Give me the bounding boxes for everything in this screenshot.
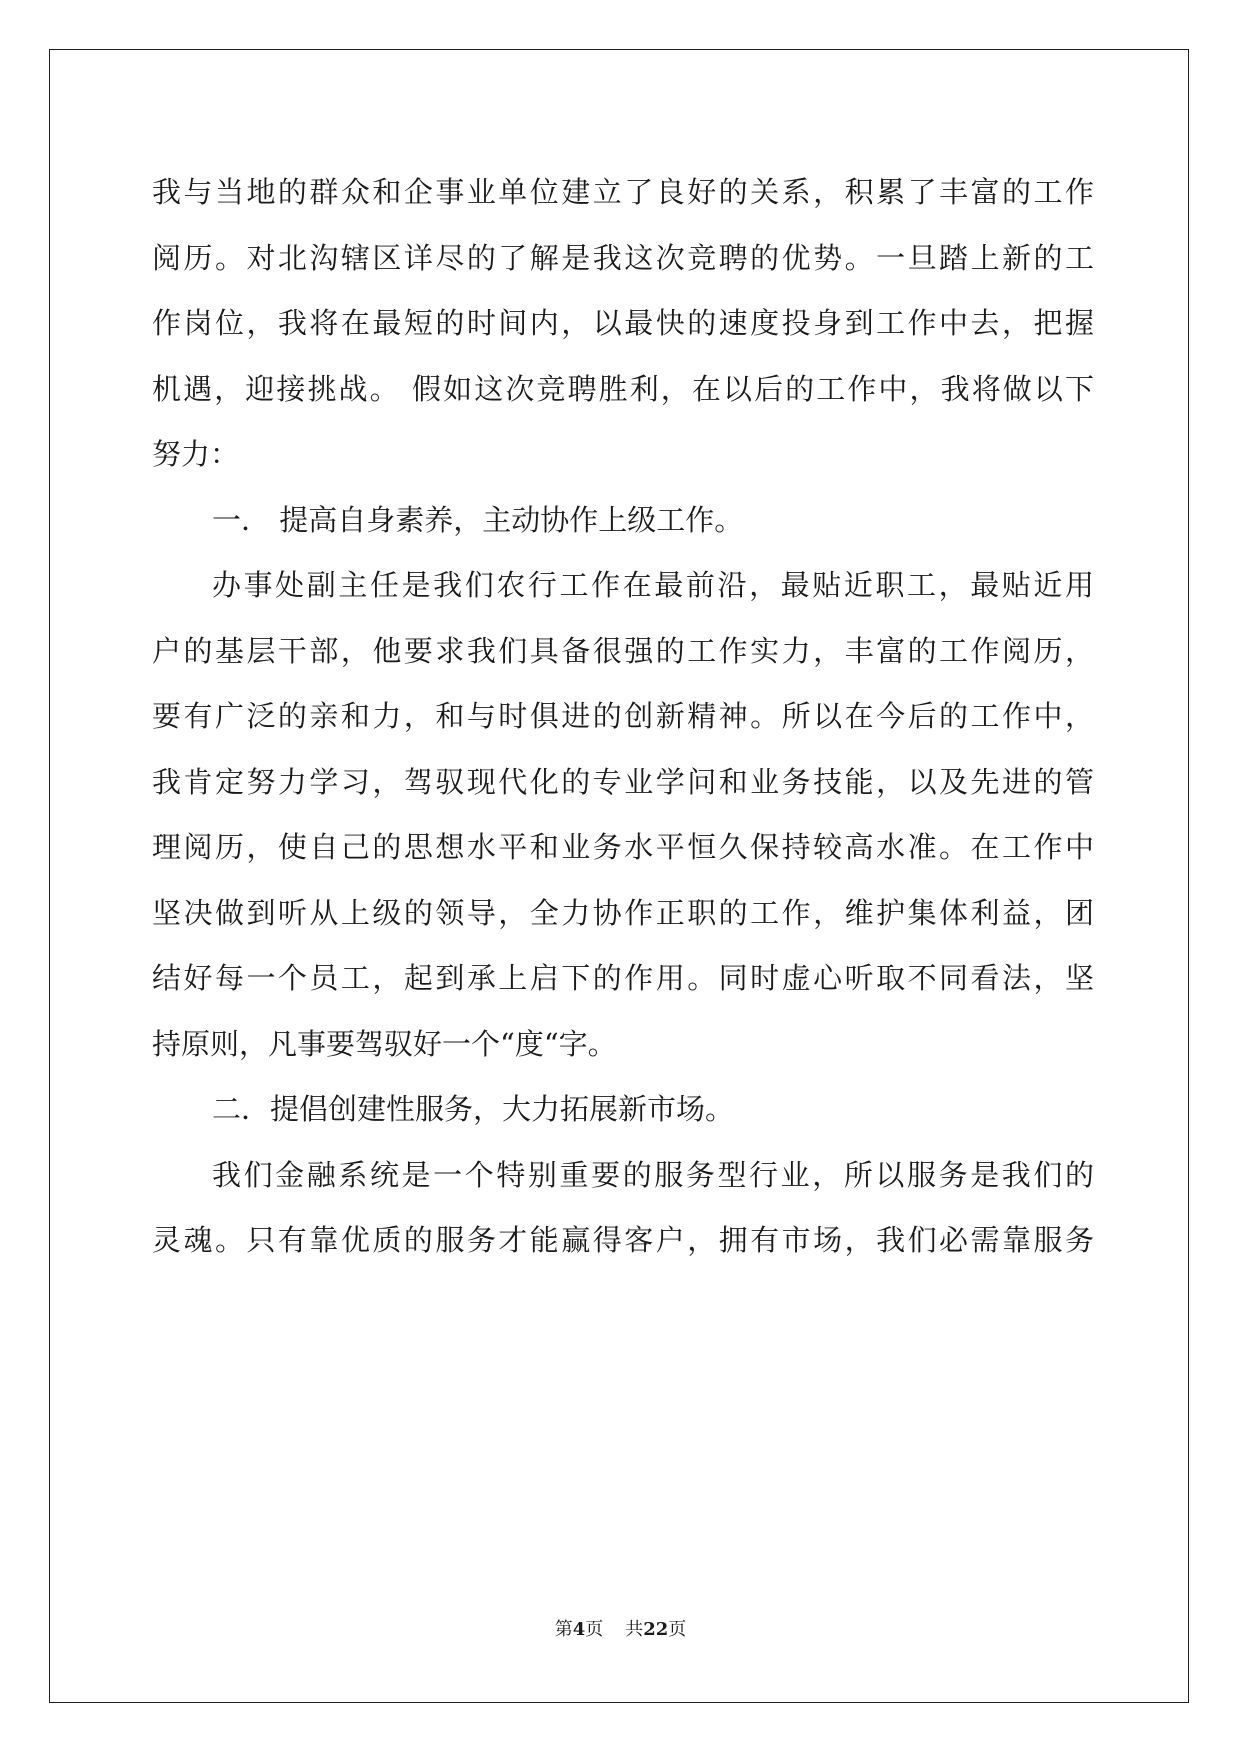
text-line: 要有广泛的亲和力，和与时俱进的创新精神。所以在今后的工作中， xyxy=(152,699,1094,733)
text-line: 机遇，迎接挑战。 假如这次竞聘胜利，在以后的工作中，我将做以下 xyxy=(152,371,1094,406)
page-prefix: 第 xyxy=(554,1619,573,1640)
text-line: 作岗位，我将在最短的时间内，以最快的速度投身到工作中去，把握 xyxy=(152,306,1094,340)
page-suffix: 页 xyxy=(585,1619,604,1640)
text-line: 我们金融系统是一个特别重要的服务型行业，所以服务是我们的 xyxy=(212,1157,1094,1192)
page-footer xyxy=(0,1618,1241,1642)
text-line: 灵魂。只有靠优质的服务才能赢得客户，拥有市场，我们必需靠服务 xyxy=(152,1223,1094,1257)
text-line: 理阅历，使自己的思想水平和业务水平恒久保持较高水准。在工作中 xyxy=(152,830,1094,864)
text-line: 持原则，凡事要驾驭好一个“度“字。 xyxy=(152,1026,617,1061)
section-heading-1: 一． 提高自身素养，主动协作上级工作。 xyxy=(212,502,744,537)
text-line: 我肯定努力学习，驾驭现代化的专业学问和业务技能，以及先进的管 xyxy=(152,764,1094,799)
total-suffix: 页 xyxy=(668,1619,687,1640)
text-line: 办事处副主任是我们农行工作在最前沿，最贴近职工，最贴近用 xyxy=(212,568,1094,602)
text-line: 努力： xyxy=(152,437,240,471)
text-line: 我与当地的群众和企事业单位建立了良好的关系，积累了丰富的工作 xyxy=(152,175,1094,209)
total-prefix: 共 xyxy=(625,1619,644,1640)
section-heading-2: 二．提倡创建性服务，大力拓展新市场。 xyxy=(212,1092,735,1126)
text-line: 坚决做到听从上级的领导，全力协作正职的工作，维护集体利益，团 xyxy=(152,895,1094,930)
document-body xyxy=(152,160,1094,1274)
page-total: 22 xyxy=(643,1619,669,1640)
text-line: 户的基层干部，他要求我们具备很强的工作实力，丰富的工作阅历， xyxy=(152,633,1094,668)
text-line: 阅历。对北沟辖区详尽的了解是我这次竞聘的优势。一旦踏上新的工 xyxy=(152,240,1094,275)
text-line: 结好每一个员工，起到承上启下的作用。同时虚心听取不同看法，坚 xyxy=(152,961,1094,995)
page-current: 4 xyxy=(572,1619,586,1640)
